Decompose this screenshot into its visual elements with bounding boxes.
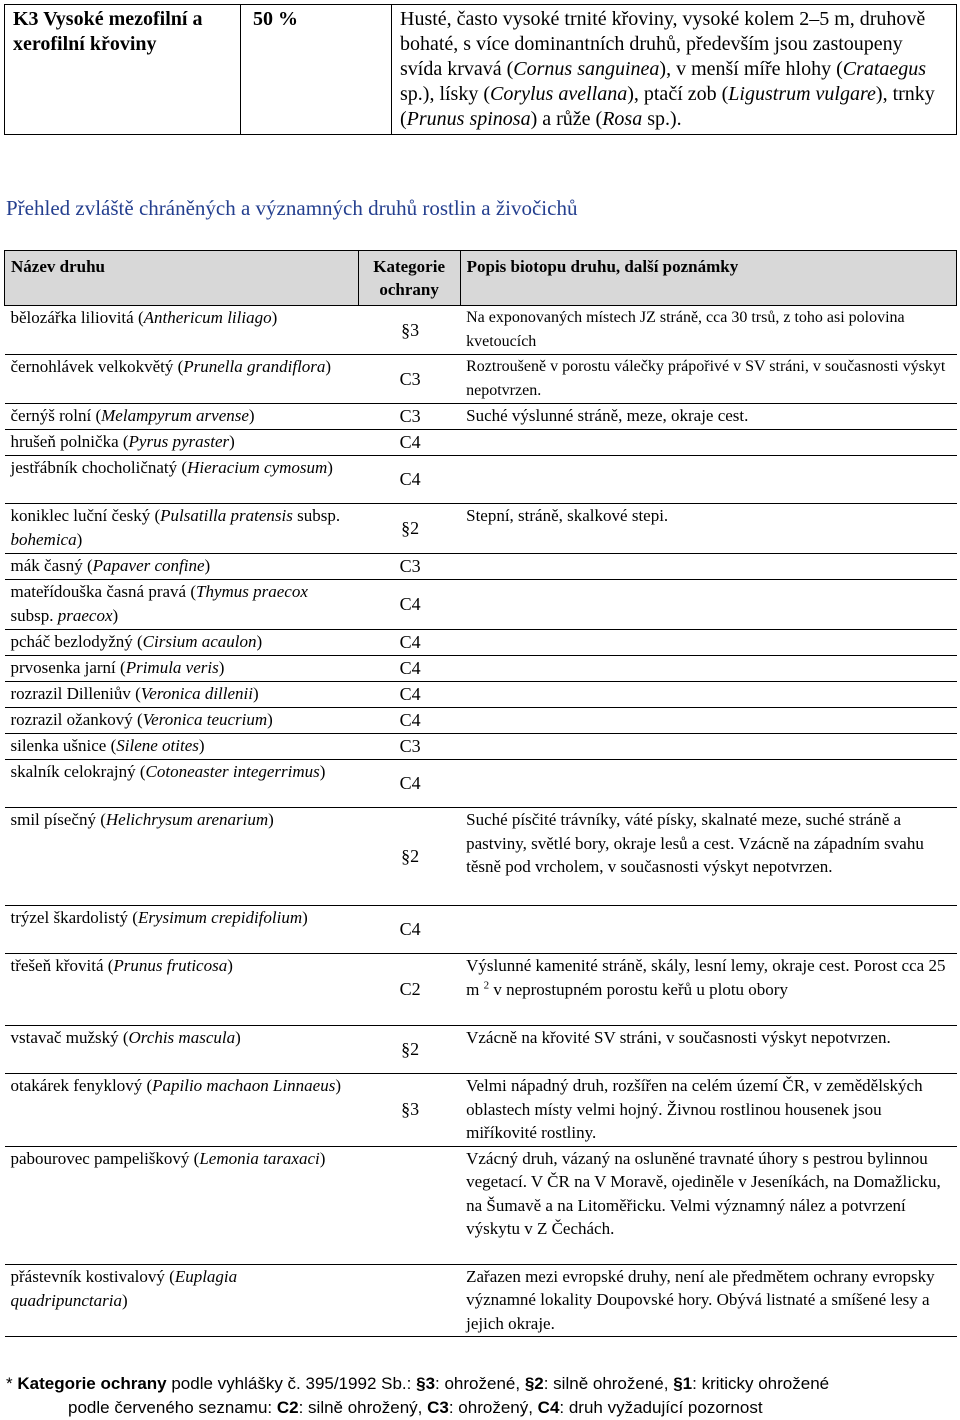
table-row (5, 554, 957, 580)
protection-category (358, 1264, 460, 1337)
species-table-header (5, 251, 957, 306)
protection-category: §3 (358, 1074, 460, 1147)
species-name: černohlávek velkokvětý (Prunella grandiflora) (5, 355, 359, 404)
table-row (5, 430, 957, 456)
habitat-percent: 50 % (241, 5, 392, 135)
species-name: trýzel škardolistý (Erysimum crepidifolium) (5, 906, 359, 954)
table-row (5, 760, 957, 808)
table-row (5, 1074, 957, 1147)
table-row (5, 404, 957, 430)
table-row (5, 1264, 957, 1337)
footnote-line-2: podle červeného seznamu: C2: silně ohrožený, C3: ohrožený, C4: druh vyžadující pozornost (68, 1398, 763, 1417)
species-name: silenka ušnice (Silene otites) (5, 734, 359, 760)
species-name: hrušeň polnička (Pyrus pyraster) (5, 430, 359, 456)
species-name: vstavač mužský (Orchis mascula) (5, 1026, 359, 1074)
protection-category: §3 (358, 306, 460, 355)
table-row (5, 954, 957, 1026)
table-row (5, 580, 957, 630)
table-row (5, 456, 957, 504)
habitat-notes (460, 656, 956, 682)
habitat-notes (460, 734, 956, 760)
habitat-name: K3 Vysoké mezofilní a xerofilní křoviny (5, 5, 241, 135)
habitat-notes (460, 682, 956, 708)
habitat-row (5, 5, 957, 135)
habitat-notes: Velmi nápadný druh, rozšířen na celém území ČR, v zemědělských oblastech místy velmi hojný. Živnou rostlinou housenek jsou miříkovité rostliny. (460, 1074, 956, 1147)
species-name: pcháč bezlodyžný (Cirsium acaulon) (5, 630, 359, 656)
species-name: koniklec luční český (Pulsatilla pratensis subsp. bohemica) (5, 504, 359, 554)
protection-category: C3 (358, 355, 460, 404)
protection-category: C3 (358, 554, 460, 580)
header-species-name: Název druhu (5, 251, 359, 306)
protection-category: C2 (358, 954, 460, 1026)
protection-category: C4 (358, 430, 460, 456)
habitat-notes (460, 708, 956, 734)
habitat-notes: Suché písčité trávníky, váté písky, skalnaté meze, suché stráně a pastviny, světlé bory, okraje lesů a cest. Vzácně na západním svahu těsně pod vrcholem, v současnosti výskyt nepotvrzen. (460, 808, 956, 906)
habitat-notes (460, 906, 956, 954)
protection-category: §2 (358, 808, 460, 906)
habitat-notes (460, 760, 956, 808)
protection-category: §2 (358, 504, 460, 554)
species-name: pabourovec pampeliškový (Lemonia taraxaci) (5, 1146, 359, 1264)
species-name: prvosenka jarní (Primula veris) (5, 656, 359, 682)
protection-category: C4 (358, 708, 460, 734)
protection-category: C4 (358, 580, 460, 630)
protection-category: C4 (358, 760, 460, 808)
species-name: přástevník kostivalový (Euplagia quadripunctaria) (5, 1264, 359, 1337)
species-name: bělozářka liliovitá (Anthericum liliago) (5, 306, 359, 355)
table-row (5, 1026, 957, 1074)
protection-category: C3 (358, 734, 460, 760)
footnote (6, 1372, 956, 1420)
species-name: třešeň křovitá (Prunus fruticosa) (5, 954, 359, 1026)
section-heading: Přehled zvláště chráněných a významných druhů rostlin a živočichů (6, 196, 578, 220)
table-row (5, 734, 957, 760)
species-name: otakárek fenyklový (Papilio machaon Linnaeus) (5, 1074, 359, 1147)
species-name: mák časný (Papaver confine) (5, 554, 359, 580)
species-name: mateřídouška časná pravá (Thymus praecox subsp. praecox) (5, 580, 359, 630)
protection-category: §2 (358, 1026, 460, 1074)
table-row (5, 355, 957, 404)
habitat-notes: Zařazen mezi evropské druhy, není ale předmětem ochrany evropsky významné lokality Doupovské hory. Obývá listnaté a smíšené lesy a jejich okraje. (460, 1264, 956, 1337)
habitat-notes (460, 456, 956, 504)
habitat-notes (460, 630, 956, 656)
species-name: skalník celokrajný (Cotoneaster integerrimus) (5, 760, 359, 808)
header-protection-category: Kategorie ochrany (358, 251, 460, 306)
header-habitat-notes: Popis biotopu druhu, další poznámky (460, 251, 956, 306)
protection-category: C4 (358, 456, 460, 504)
habitat-notes: Roztroušeně v porostu válečky prápořivé v SV stráni, v současnosti výskyt nepotvrzen. (460, 355, 956, 404)
habitat-notes: Stepní, stráně, skalkové stepi. (460, 504, 956, 554)
species-table-body (5, 306, 957, 1337)
habitat-description: Husté, často vysoké trnité křoviny, vysoké kolem 2–5 m, druhově bohaté, s více dominantních druhů, především jsou zastoupeny svída krvavá (Cornus sanguinea), v menší míře hlohy (Crataegus sp.), lísky (Corylus avellana), ptačí zob (Ligustrum vulgare), trnky (Prunus spinosa) a růže (Rosa sp.). (392, 5, 957, 135)
protection-category: C4 (358, 906, 460, 954)
table-row (5, 306, 957, 355)
table-row (5, 708, 957, 734)
table-row (5, 504, 957, 554)
species-name: rozrazil ožankový (Veronica teucrium) (5, 708, 359, 734)
table-row (5, 906, 957, 954)
habitat-notes: Vzácný druh, vázaný na osluněné travnaté úhory s pestrou bylinnou vegetací. V ČR na V Moravě, ojediněle v Jeseníkách, na Domažlicku, na Šumavě a na Litoměřicku. Velmi významný nález a potvrzení výskytu v Z Čechách. (460, 1146, 956, 1264)
habitat-notes: Na exponovaných místech JZ stráně, cca 30 trsů, z toho asi polovina kvetoucích (460, 306, 956, 355)
habitat-notes (460, 580, 956, 630)
table-row (5, 808, 957, 906)
species-table (4, 250, 957, 1337)
habitat-notes (460, 430, 956, 456)
habitat-notes (460, 554, 956, 580)
protection-category: C4 (358, 682, 460, 708)
table-row (5, 1146, 957, 1264)
habitat-table (4, 4, 957, 135)
habitat-notes: Výslunné kamenité stráně, skály, lesní lemy, okraje cest. Porost cca 25 m $^2$ v neprostupném porostu keřů u plotu obory (460, 954, 956, 1026)
habitat-notes: Suché výslunné stráně, meze, okraje cest. (460, 404, 956, 430)
species-name: černýš rolní (Melampyrum arvense) (5, 404, 359, 430)
table-row (5, 682, 957, 708)
protection-category (358, 1146, 460, 1264)
protection-category: C3 (358, 404, 460, 430)
species-name: jestřábník chocholičnatý (Hieracium cymosum) (5, 456, 359, 504)
table-row (5, 630, 957, 656)
protection-category: C4 (358, 656, 460, 682)
protection-category: C4 (358, 630, 460, 656)
footnote-line-1: * Kategorie ochrany podle vyhlášky č. 395/1992 Sb.: §3: ohrožené, §2: silně ohrožené, §1: kriticky ohrožené (6, 1374, 830, 1393)
habitat-notes: Vzácně na křovité SV stráni, v současnosti výskyt nepotvrzen. (460, 1026, 956, 1074)
table-row (5, 656, 957, 682)
species-name: smil písečný (Helichrysum arenarium) (5, 808, 359, 906)
species-name: rozrazil Dilleniův (Veronica dillenii) (5, 682, 359, 708)
